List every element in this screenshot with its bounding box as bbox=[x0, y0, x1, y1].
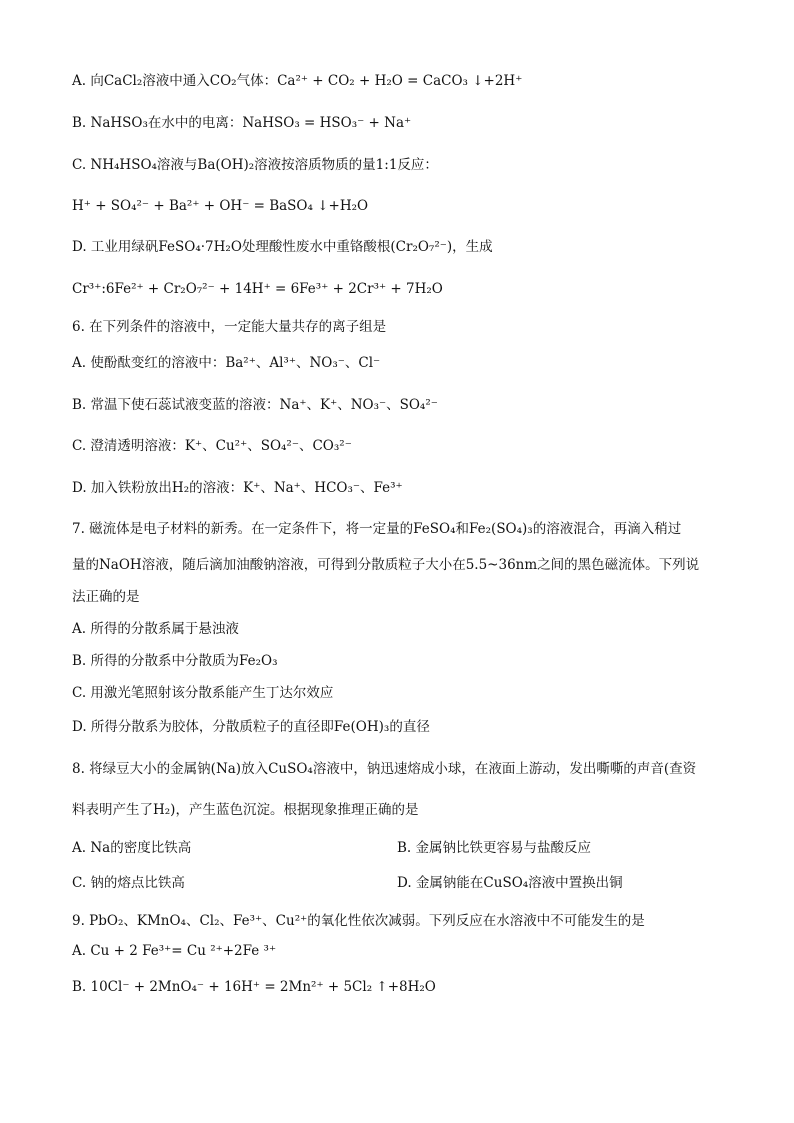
text-line-q8: 8. 将绿豆大小的金属钠(Na)放入CuSO₄溶液中，钠迅速熔成小球，在液面上游动，发出嘶嘶的声音(查资 bbox=[72, 761, 697, 777]
option-left-q8cd: C. 钠的熔点比铁高 bbox=[72, 875, 185, 891]
text-line-q6b: B. 常温下使石蕊试液变蓝的溶液：Na⁺、K⁺、NO₃⁻、SO₄²⁻ bbox=[72, 397, 438, 413]
text-line-q9a: A. Cu + 2 Fe³⁺= Cu ²⁺+2Fe ³⁺ bbox=[72, 943, 277, 959]
text-line-q5c: C. NH₄HSO₄溶液与Ba(OH)₂溶液按溶质物质的量1:1反应： bbox=[72, 157, 438, 173]
text-line-q6a: A. 使酚酞变红的溶液中：Ba²⁺、Al³⁺、NO₃⁻、Cl⁻ bbox=[72, 355, 381, 371]
text-line-q7a1: A. 所得的分散系属于悬浊液 bbox=[72, 621, 239, 637]
text-line-q6d: D. 加入铁粉放出H₂的溶液：K⁺、Na⁺、HCO₃⁻、Fe³⁺ bbox=[72, 480, 403, 496]
text-line-q5d: D. 工业用绿矾FeSO₄·7H₂O处理酸性废水中重铬酸根(Cr₂O₇²⁻)，生成 bbox=[72, 239, 493, 255]
option-right-q8cd: D. 金属钠能在CuSO₄溶液中置换出铜 bbox=[397, 875, 623, 891]
text-line-q7a2: B. 所得的分散系中分散质为Fe₂O₃ bbox=[72, 653, 278, 669]
text-line-q6: 6. 在下列条件的溶液中，一定能大量共存的离子组是 bbox=[72, 319, 387, 335]
text-line-q7b: 量的NaOH溶液，随后滴加油酸钠溶液，可得到分散质粒子大小在5.5~36nm之间的黑色磁流体。下列说 bbox=[72, 557, 700, 573]
option-left-q8ab: A. Na的密度比铁高 bbox=[72, 840, 192, 856]
text-line-q5b: B. NaHSO₃在水中的电离：NaHSO₃ = HSO₃⁻ + Na⁺ bbox=[72, 115, 412, 131]
text-line-q5d2: Cr³⁺:6Fe²⁺ + Cr₂O₇²⁻ + 14H⁺ = 6Fe³⁺ + 2Cr³⁺ + 7H₂O bbox=[72, 281, 443, 297]
text-line-q5c2: H⁺ + SO₄²⁻ + Ba²⁺ + OH⁻ = BaSO₄ ↓+H₂O bbox=[72, 198, 369, 214]
text-line-q5a: A. 向CaCl₂溶液中通入CO₂气体：Ca²⁺ + CO₂ + H₂O = CaCO₃ ↓+2H⁺ bbox=[72, 73, 523, 89]
text-line-q8b: 料表明产生了H₂)，产生蓝色沉淀。根据现象推理正确的是 bbox=[72, 802, 419, 818]
text-line-q9b: B. 10Cl⁻ + 2MnO₄⁻ + 16H⁺ = 2Mn²⁺ + 5Cl₂ ↑+8H₂O bbox=[72, 979, 436, 995]
text-line-q7a4: D. 所得分散系为胶体，分散质粒子的直径即Fe(OH)₃的直径 bbox=[72, 719, 430, 735]
text-line-q7: 7. 磁流体是电子材料的新秀。在一定条件下，将一定量的FeSO₄和Fe₂(SO₄)₃的溶液混合，再滴入稍过 bbox=[72, 521, 682, 537]
text-line-q7a3: C. 用激光笔照射该分散系能产生丁达尔效应 bbox=[72, 685, 334, 701]
text-line-q9: 9. PbO₂、KMnO₄、Cl₂、Fe³⁺、Cu²⁺的氧化性依次减弱。下列反应在水溶液中不可能发生的是 bbox=[72, 913, 645, 929]
option-right-q8ab: B. 金属钠比铁更容易与盐酸反应 bbox=[397, 840, 592, 856]
text-line-q7c: 法正确的是 bbox=[72, 589, 140, 605]
text-line-q6c: C. 澄清透明溶液：K⁺、Cu²⁺、SO₄²⁻、CO₃²⁻ bbox=[72, 438, 352, 454]
